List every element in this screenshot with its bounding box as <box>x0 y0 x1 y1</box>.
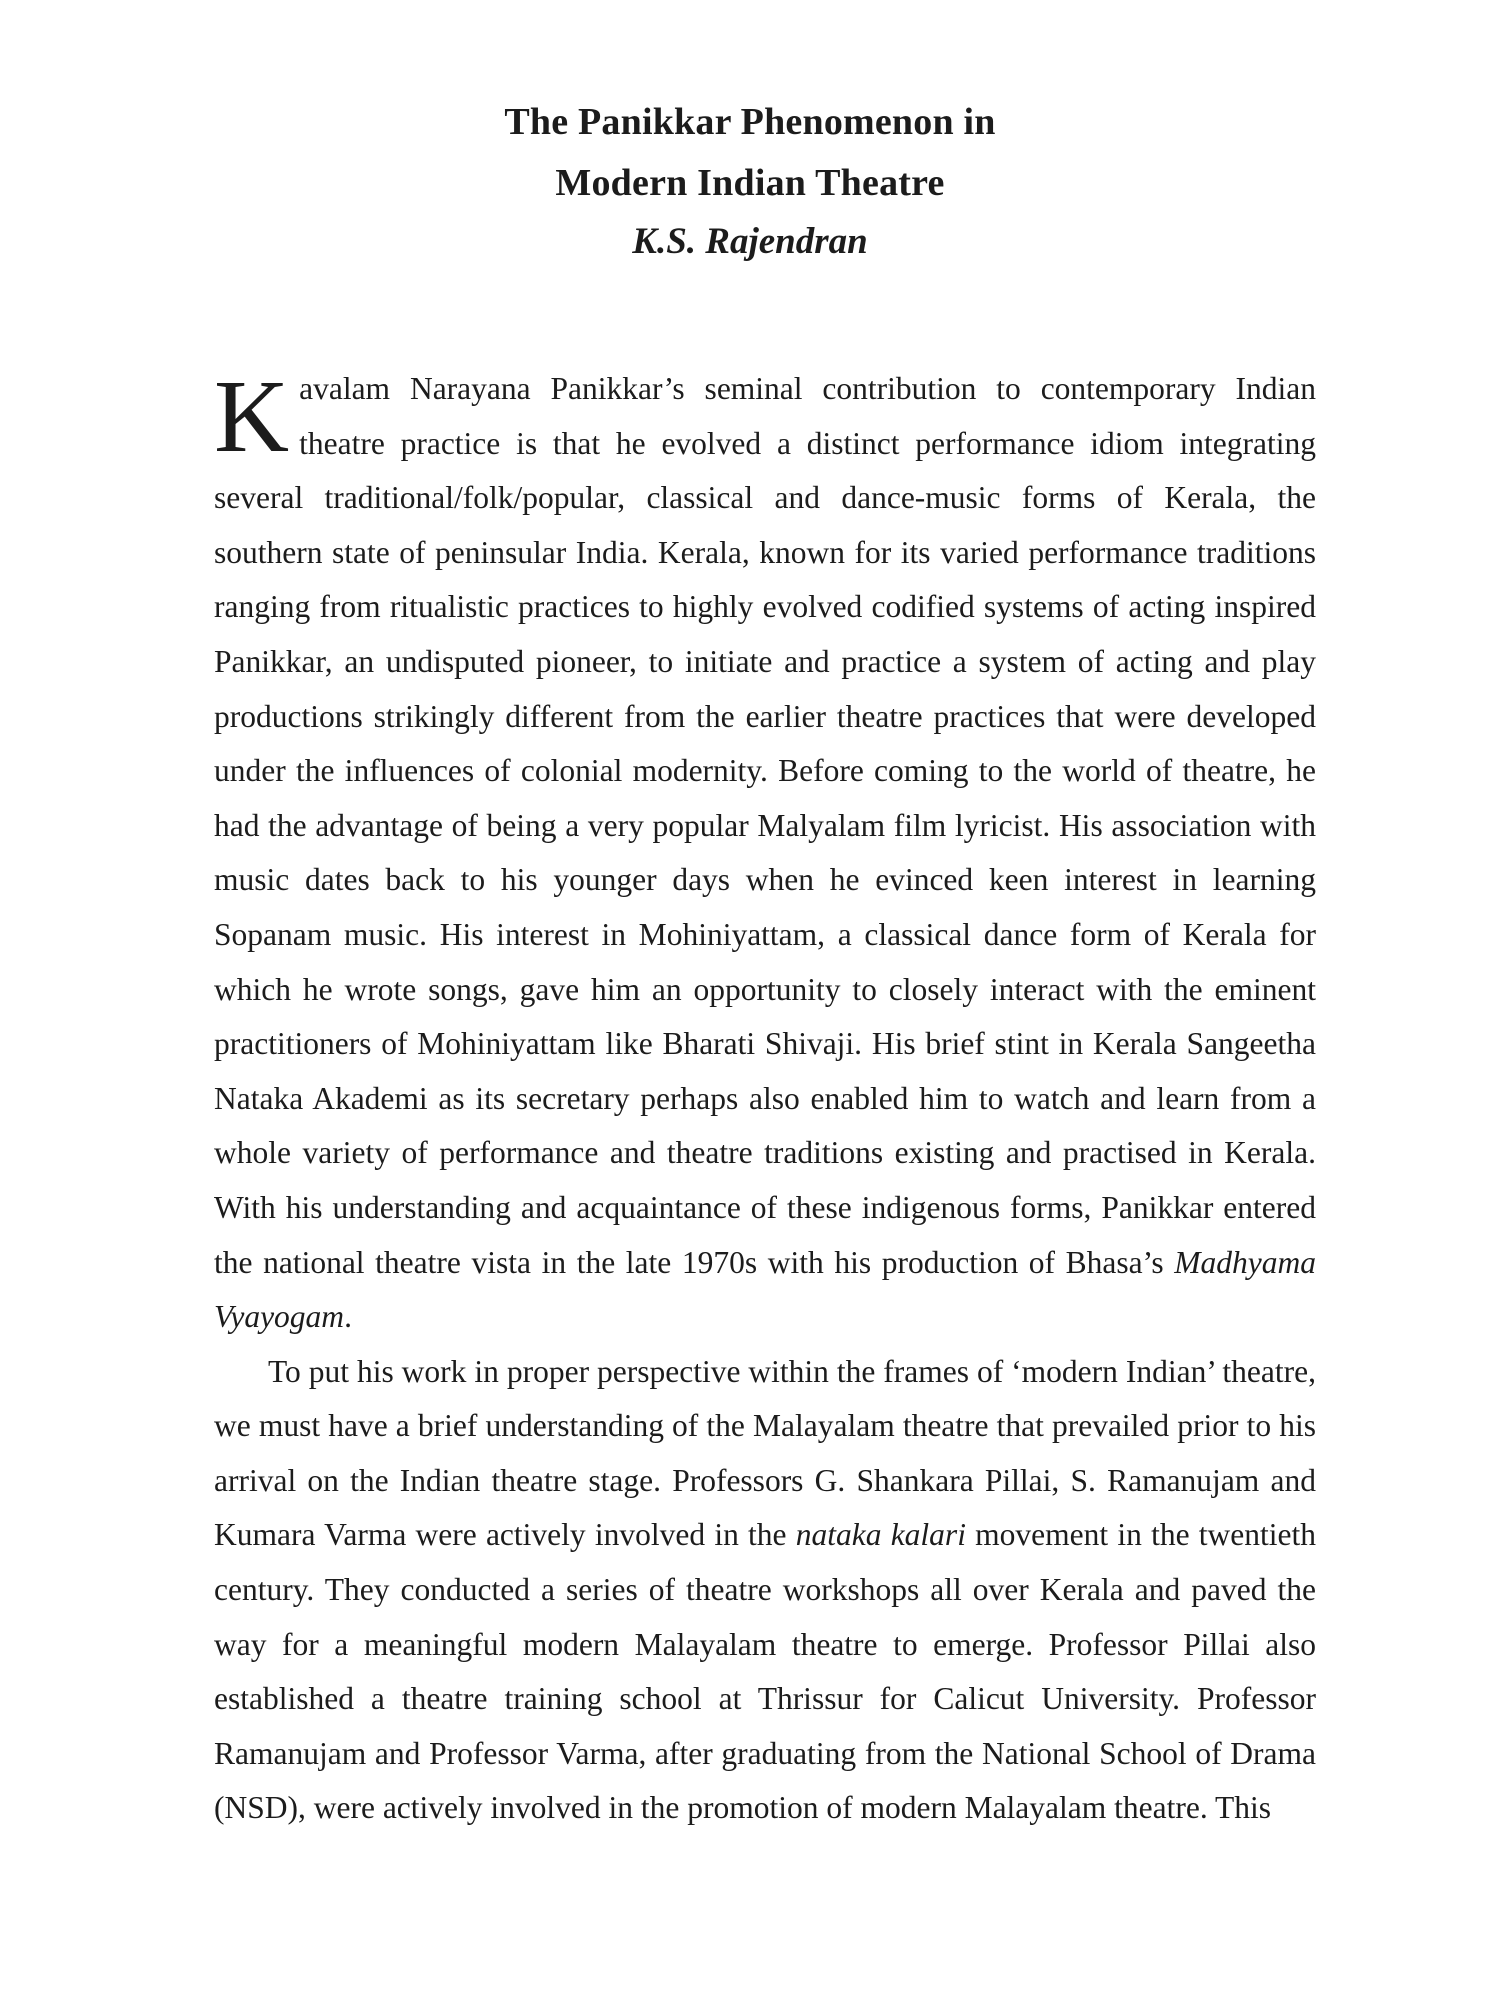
movement-term: nataka kalari <box>795 1517 966 1553</box>
chapter-heading <box>0 92 1500 270</box>
author-name: K.S. Rajendran <box>632 221 868 262</box>
paragraph-2-text-a: To put his work in proper perspective within the frames of ‘modern Indian’ theatre, we must have a brief understanding of the Malayalam theatre that prevailed prior to his arrival on the Indian theatre stage. Professors G. Shankara Pillai, S. Ramanujam and Kumara Varma were actively involved in the <box>214 1353 1316 1553</box>
paragraph-2 <box>214 1345 1316 1836</box>
chapter-title-line-1: The Panikkar Phenomenon in <box>504 101 996 143</box>
paragraph-1-text: avalam Narayana Panikkar’s seminal contribution to contemporary Indian theatre practice is that he evolved a distinct performance idiom integrating several traditional/folk/popular, classical and dance-music forms of Kerala, the southern state of peninsular India. Kerala, known for its varied performance traditions ranging from ritualistic practices to highly evolved codified systems of acting inspired Panikkar, an undisputed pioneer, to initiate and practice a system of acting and play productions strikingly different from the earlier theatre practices that were developed under the influences of colonial modernity. Before coming to the world of theatre, he had the advantage of being a very popular Malyalam film lyricist. His association with music dates back to his younger days when he evinced keen interest in learning Sopanam music. His interest in Mohiniyattam, a classical dance form of Kerala for which he wrote songs, gave him an opportunity to closely interact with the eminent practitioners of Mohiniyattam like Bharati Shivaji. His brief stint in Kerala Sangeetha Nataka Akademi as its secretary perhaps also enabled him to watch and learn from a whole variety of performance and theatre traditions existing and practised in Kerala. With his understanding and acquaintance of these indigenous forms, Panikkar entered the national theatre vista in the late 1970s with his production of Bhasa’s <box>214 371 1316 1280</box>
play-title: Madhyama Vyayogam <box>214 1244 1316 1335</box>
chapter-body <box>214 359 1316 1836</box>
paragraph-1 <box>214 359 1316 1345</box>
paragraph-1-end: . <box>344 1299 352 1335</box>
chapter-title-line-2: Modern Indian Theatre <box>555 162 945 204</box>
paragraph-2-text-b: movement in the twentieth century. They conducted a series of theatre workshops all over Kerala and paved the way for a meaningful modern Malayalam theatre to emerge. Professor Pillai also established a theatre training school at Thrissur for Calicut University. Professor Ramanujam and Professor Varma, after graduating from the National School of Drama (NSD), were actively involved in the promotion of modern Malayalam theatre. This <box>214 1517 1316 1826</box>
drop-cap: K <box>214 359 290 474</box>
